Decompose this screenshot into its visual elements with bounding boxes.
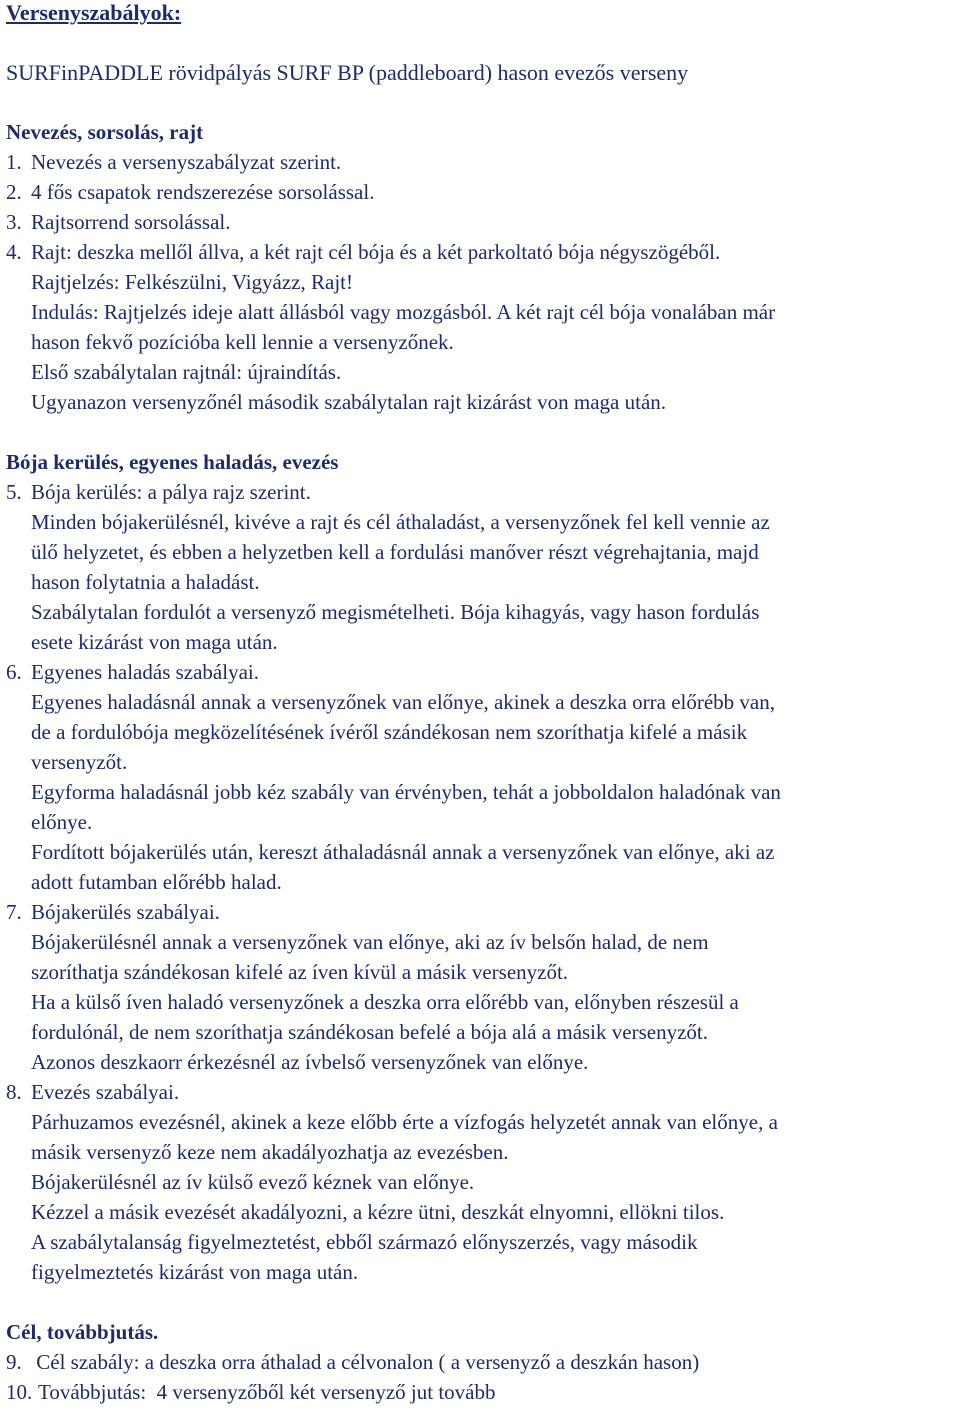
document-subtitle: SURFinPADDLE rövidpályás SURF BP (paddleboard) hason evezős verseny bbox=[6, 60, 689, 85]
document-title: Versenyszabályok: bbox=[6, 0, 182, 25]
paragraph-line: Ha a külső íven haladó versenyzőnek a deszka orra előrébb van, előnyben részesül a bbox=[31, 990, 739, 1014]
list-item bbox=[6, 1377, 699, 1407]
paragraph-line: másik versenyző keze nem akadályozhatja az evezésben. bbox=[31, 1140, 509, 1164]
list-item bbox=[6, 897, 781, 927]
paragraph-line: Szabálytalan fordulót a versenyző megismételheti. Bója kihagyás, vagy hason fordulás bbox=[31, 600, 760, 624]
item-text: 4 fős csapatok rendszerezése sorsolással. bbox=[31, 180, 375, 204]
paragraph-line: Kézzel a másik evezését akadályozni, a kézre ütni, deszkát elnyomni, ellökni tilos. bbox=[31, 1200, 725, 1224]
section-heading: Nevezés, sorsolás, rajt bbox=[6, 120, 204, 144]
paragraph-line: szoríthatja szándékosan kifelé az íven kívül a másik versenyzőt. bbox=[31, 960, 569, 984]
paragraph-line: Ugyanazon versenyzőnél második szabálytalan rajt kizárást von maga után. bbox=[31, 390, 667, 414]
list-item bbox=[6, 477, 781, 507]
section-finish-rules bbox=[6, 1317, 699, 1407]
paragraph-line: Első szabálytalan rajtnál: újraindítás. bbox=[31, 360, 342, 384]
list-item bbox=[6, 657, 781, 687]
paragraph-line: versenyzőt. bbox=[31, 750, 128, 774]
item-number: 10. bbox=[6, 1380, 33, 1404]
item-text: Evezés szabályai. bbox=[31, 1080, 180, 1104]
paragraph-line: Minden bójakerülésnél, kivéve a rajt és cél áthaladást, a versenyzőnek fel kell vennie az bbox=[31, 510, 770, 534]
paragraph-line: előnye. bbox=[31, 810, 93, 834]
item-number: 6. bbox=[6, 660, 22, 684]
paragraph-line: Bójakerülésnél az ív külső evező kéznek van előnye. bbox=[31, 1170, 475, 1194]
paragraph-line: hason folytatnia a haladást. bbox=[31, 570, 260, 594]
section-heading: Bója kerülés, egyenes haladás, evezés bbox=[6, 450, 339, 474]
item-number: 3. bbox=[6, 210, 22, 234]
paragraph-line: Azonos deszkaorr érkezésnél az ívbelső versenyzőnek van előnye. bbox=[31, 1050, 589, 1074]
paragraph-line: esete kizárást von maga után. bbox=[31, 630, 278, 654]
item-text: Rajt: deszka mellől állva, a két rajt cél bója és a két parkoltató bója négyszögéből. bbox=[31, 240, 721, 264]
section-buoy-rules bbox=[6, 447, 781, 1287]
item-number: 8. bbox=[6, 1080, 22, 1104]
paragraph-line: ülő helyzetet, és ebben a helyzetben kell a fordulási manőver részt végrehajtania, majd bbox=[31, 540, 759, 564]
item-text: Cél szabály: a deszka orra áthalad a célvonalon ( a versenyző a deszkán hason) bbox=[31, 1350, 700, 1374]
paragraph-line: Bójakerülésnél annak a versenyzőnek van előnye, aki az ív belsőn halad, de nem bbox=[31, 930, 709, 954]
list-item bbox=[6, 147, 775, 177]
item-number: 4. bbox=[6, 240, 22, 264]
list-item bbox=[6, 1347, 699, 1377]
item-number: 7. bbox=[6, 900, 22, 924]
item-number: 1. bbox=[6, 150, 22, 174]
paragraph-line: Egyenes haladásnál annak a versenyzőnek van előnye, akinek a deszka orra előrébb van, bbox=[31, 690, 776, 714]
list-item bbox=[6, 1077, 781, 1107]
item-text: Rajtsorrend sorsolással. bbox=[31, 210, 231, 234]
item-text: Bója kerülés: a pálya rajz szerint. bbox=[31, 480, 311, 504]
paragraph-line: Egyforma haladásnál jobb kéz szabály van érvényben, tehát a jobboldalon haladónak van bbox=[31, 780, 781, 804]
paragraph-line: Fordított bójakerülés után, kereszt áthaladásnál annak a versenyzőnek van előnye, aki az bbox=[31, 840, 775, 864]
paragraph-line: de a fordulóbója megközelítésének ívéről szándékosan nem szoríthatja kifelé a másik bbox=[31, 720, 748, 744]
list-item bbox=[6, 207, 775, 237]
paragraph-line: figyelmeztetés kizárást von maga után. bbox=[31, 1260, 359, 1284]
section-heading: Cél, továbbjutás. bbox=[6, 1320, 159, 1344]
paragraph-line: A szabálytalanság figyelmeztetést, ebből származó előnyszerzés, vagy második bbox=[31, 1230, 698, 1254]
item-text: Egyenes haladás szabályai. bbox=[31, 660, 259, 684]
paragraph-line: Indulás: Rajtjelzés ideje alatt állásból vagy mozgásból. A két rajt cél bója vonalában már bbox=[31, 300, 776, 324]
item-number: 2. bbox=[6, 180, 22, 204]
list-item bbox=[6, 177, 775, 207]
item-text: Továbbjutás: 4 versenyzőből két versenyző jut tovább bbox=[38, 1380, 496, 1404]
paragraph-line: hason fekvő pozícióba kell lennie a versenyzőnek. bbox=[31, 330, 454, 354]
paragraph-line: Rajtjelzés: Felkészülni, Vigyázz, Rajt! bbox=[31, 270, 354, 294]
list-item bbox=[6, 237, 775, 267]
paragraph-line: adott futamban előrébb halad. bbox=[31, 870, 282, 894]
paragraph-line: fordulónál, de nem szoríthatja szándékosan befelé a bója alá a másik versenyzőt. bbox=[31, 1020, 708, 1044]
item-text: Nevezés a versenyszabályzat szerint. bbox=[31, 150, 342, 174]
paragraph-line: Párhuzamos evezésnél, akinek a keze előbb érte a vízfogás helyzetét annak van előnye, a bbox=[31, 1110, 778, 1134]
item-number: 9. bbox=[6, 1350, 22, 1374]
item-number: 5. bbox=[6, 480, 22, 504]
section-start-rules bbox=[6, 117, 775, 417]
item-text: Bójakerülés szabályai. bbox=[31, 900, 220, 924]
